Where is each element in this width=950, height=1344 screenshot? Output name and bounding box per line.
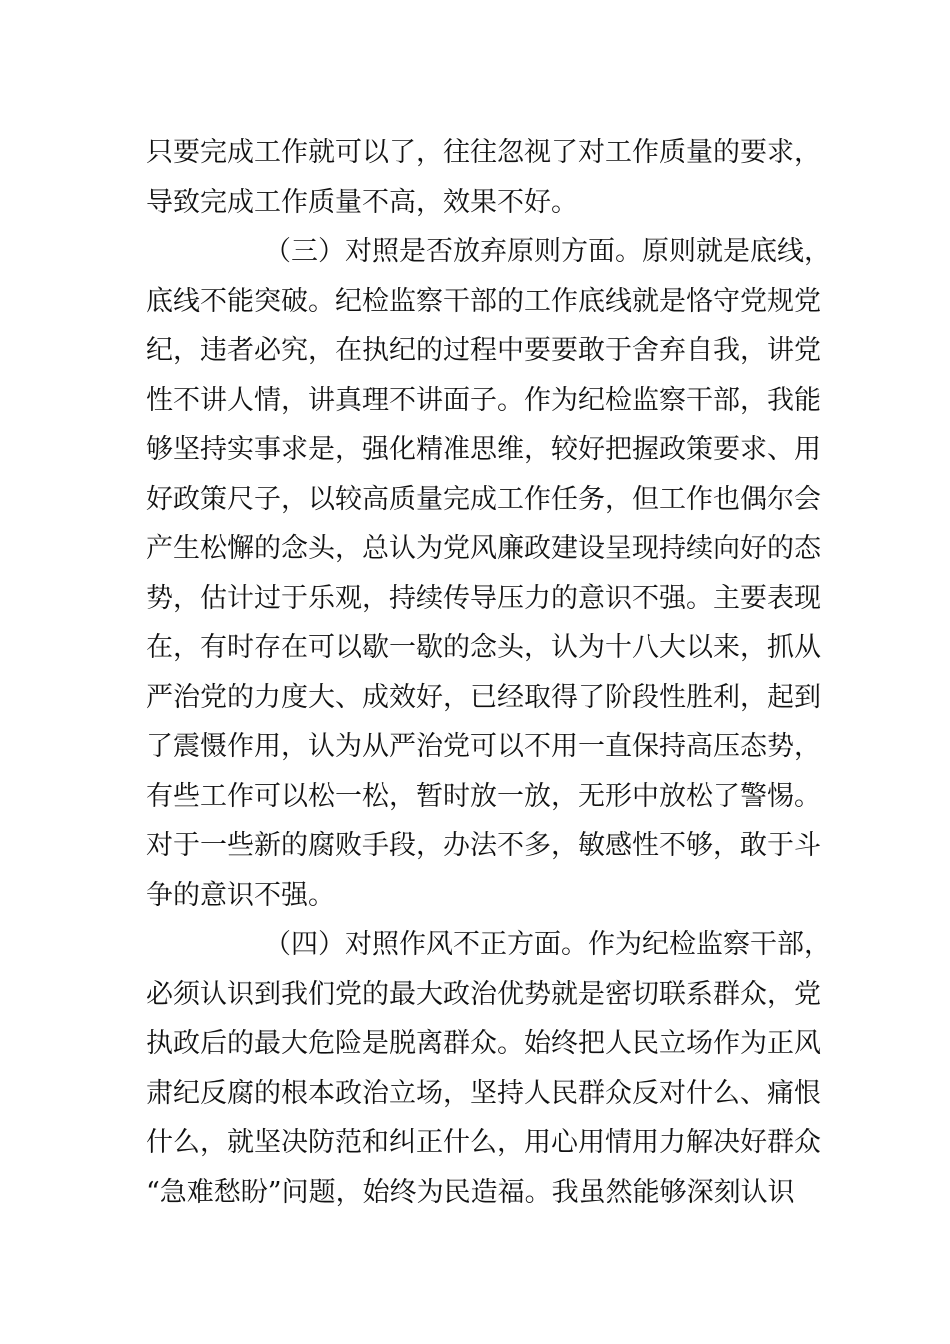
body-text (146, 128, 831, 1217)
paragraph-line: 只要完成工作就可以了，往往忽视了对工作质量的要求， (146, 137, 821, 168)
paragraph-line: 势，估计过于乐观，持续传导压力的意识不强。主要表现 (146, 582, 821, 614)
paragraph-line: 在，有时存在可以歇一歇的念头，认为十八大以来，抓从 (146, 632, 821, 663)
paragraph-line: 底线不能突破。纪检监察干部的工作底线就是恪守党规党 (146, 285, 821, 317)
section-heading-line-4: （四）对照作风不正方面。作为纪检监察干部， (264, 929, 831, 960)
paragraph-line: 导致完成工作质量不高，效果不好。 (146, 186, 578, 218)
paragraph-line: 性不讲人情，讲真理不讲面子。作为纪检监察干部，我能 (146, 384, 821, 416)
paragraph-line: 争的意识不强。 (146, 879, 335, 911)
paragraph-line: 好政策尺子，以较高质量完成工作任务，但工作也偶尔会 (146, 483, 821, 515)
paragraph-line: 有些工作可以松一松，暂时放一放，无形中放松了警惕。 (146, 780, 821, 812)
paragraph-line: 了震慑作用，认为从严治党可以不用一直保持高压态势， (146, 731, 821, 762)
paragraph-line: 肃纪反腐的根本政治立场，坚持人民群众反对什么、痛恨 (146, 1077, 821, 1109)
paragraph-line: 纪，违者必究，在执纪的过程中要要敢于舍弃自我，讲党 (146, 335, 821, 366)
paragraph-line: 执政后的最大危险是脱离群众。始终把人民立场作为正风 (146, 1028, 821, 1059)
paragraph-line: 必须认识到我们党的最大政治优势就是密切联系群众，党 (146, 978, 821, 1010)
paragraph-line: “急难愁盼”问题，始终为民造福。我虽然能够深刻认识 (146, 1176, 795, 1208)
section-heading-line-3: （三）对照是否放弃原则方面。原则就是底线， (264, 236, 831, 267)
paragraph-line: 对于一些新的腐败手段，办法不多，敏感性不够，敢于斗 (146, 830, 821, 861)
paragraph-line: 够坚持实事求是，强化精准思维，较好把握政策要求、用 (146, 434, 821, 465)
paragraph-line: 严治党的力度大、成效好，已经取得了阶段性胜利，起到 (146, 681, 821, 713)
paragraph-line: 什么，就坚决防范和纠正什么，用心用情用力解决好群众 (146, 1127, 821, 1158)
paragraph-line: 产生松懈的念头，总认为党风廉政建设呈现持续向好的态 (146, 533, 821, 564)
